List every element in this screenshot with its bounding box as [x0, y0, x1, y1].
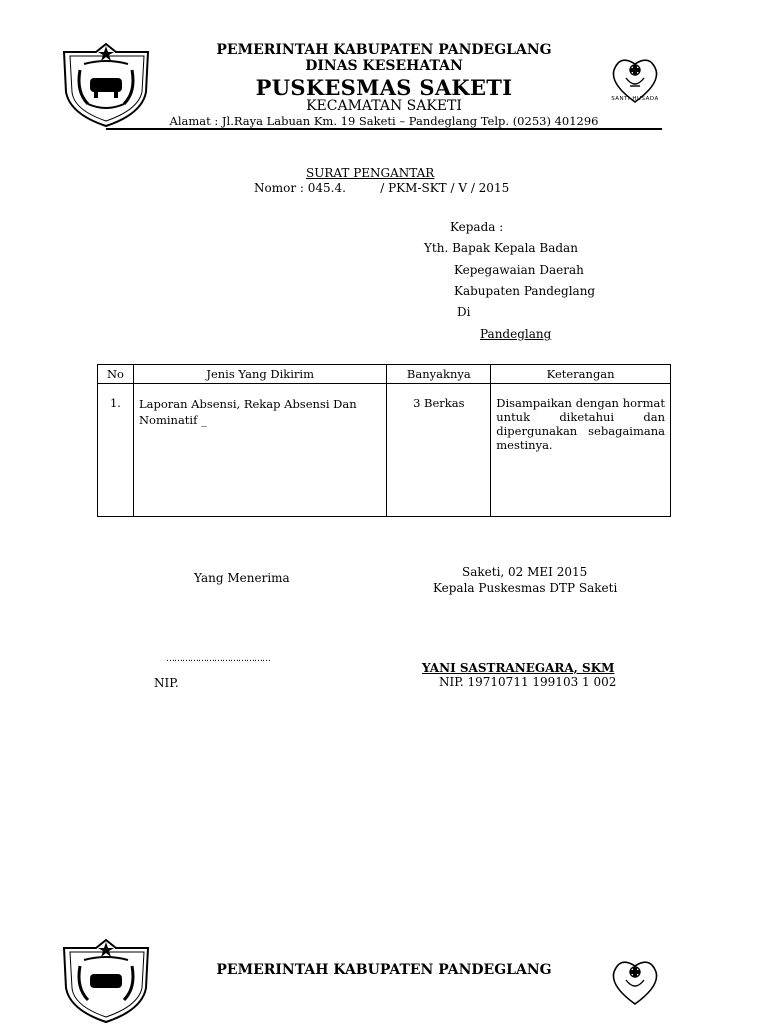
addressee-line-1: Yth. Bapak Kepala Badan — [424, 241, 578, 255]
addressee-city: Pandeglang — [480, 327, 552, 341]
header-org-title: PUSKESMAS SAKETI — [255, 75, 513, 100]
table-row — [98, 384, 671, 517]
header-address: Alamat : Jl.Raya Labuan Km. 19 Saketi – Pandeglang Telp. (0253) 401296 — [169, 114, 599, 128]
header-gov-title: PEMERINTAH KABUPATEN PANDEGLANG — [216, 42, 552, 58]
place-date: Saketi, 02 MEI 2015 — [462, 565, 588, 579]
right-logo-caption: SANTI HUSADA — [611, 96, 659, 102]
receiver-label: Yang Menerima — [194, 571, 290, 585]
puskesmas-emblem-icon-footer — [606, 958, 664, 1014]
addressee-line-3: Kabupaten Pandeglang — [454, 284, 596, 298]
puskesmas-emblem-icon — [606, 56, 664, 112]
table-header-row — [98, 365, 671, 384]
sender-nip: NIP. 19710711 199103 1 002 — [439, 675, 617, 689]
addressee-label: Kepada : — [450, 220, 504, 234]
letter-number: Nomor : 045.4. / PKM-SKT / V / 2015 — [254, 181, 510, 195]
footer-gov-title: PEMERINTAH KABUPATEN PANDEGLANG — [216, 962, 552, 978]
letter-title: SURAT PENGANTAR — [306, 166, 435, 180]
cell-no: 1. — [98, 384, 134, 517]
col-header-keterangan: Keterangan — [491, 365, 671, 384]
district-emblem-icon — [58, 42, 154, 128]
items-table — [97, 364, 671, 517]
cell-keterangan: Disampaikan dengan hormat untuk diketahui dan dipergunakan sebagaimana mestinya. — [491, 384, 671, 517]
addressee-line-4: Di — [457, 305, 471, 319]
col-header-jenis: Jenis Yang Dikirim — [133, 365, 386, 384]
cell-jenis: Laporan Absensi, Rekap Absensi Dan Nominatif _ — [133, 384, 386, 517]
sender-title: Kepala Puskesmas DTP Saketi — [433, 581, 618, 595]
cell-banyak: 3 Berkas — [387, 384, 491, 517]
header-dept-title: DINAS KESEHATAN — [305, 58, 463, 74]
header-subdistrict: KECAMATAN SAKETI — [306, 98, 462, 114]
col-header-banyak: Banyaknya — [387, 365, 491, 384]
col-header-no: No — [98, 365, 134, 384]
receiver-nip: NIP. — [154, 676, 179, 690]
district-emblem-icon-footer — [58, 938, 154, 1024]
sender-name: YANI SASTRANEGARA, SKM — [422, 661, 615, 675]
receiver-signature-line: ………………………………… — [166, 654, 270, 664]
header-divider-top — [106, 128, 662, 130]
addressee-line-2: Kepegawaian Daerah — [454, 263, 584, 277]
